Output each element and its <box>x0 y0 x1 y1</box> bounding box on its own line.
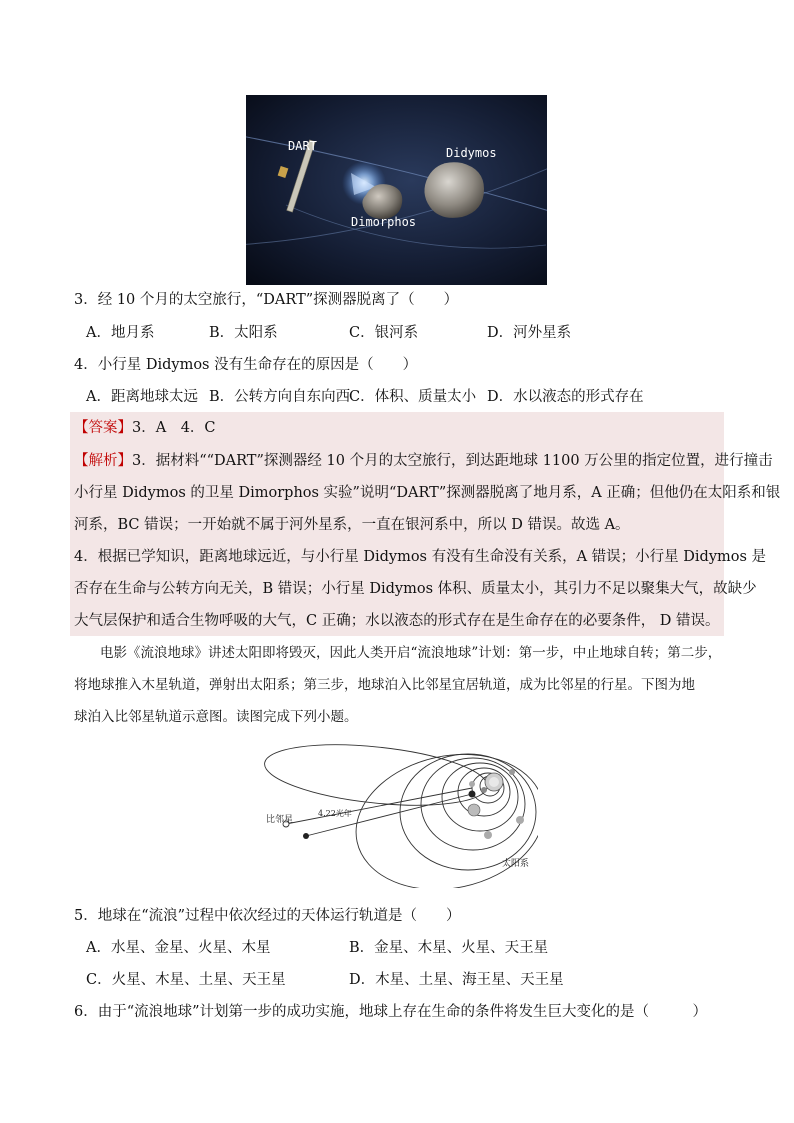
orbit-diagram <box>258 742 538 888</box>
q4-option-d: D．水以液态的形式存在 <box>487 389 644 405</box>
analysis-line-5: 否存在生命与公转方向无关，B 错误；小行星 Didymos 体积、质量太小，其引力不足以聚集大气，故缺少 <box>74 581 757 597</box>
question-4-stem: 4．小行星 Didymos 没有生命存在的原因是（ ） <box>74 357 418 373</box>
answer-label: 【答案】 <box>74 420 132 436</box>
q4-option-b: B．公转方向自东向西 <box>209 389 351 405</box>
dart-label: DART <box>288 139 317 153</box>
analysis-line-6: 大气层保护和适合生物呼吸的大气，C 正确；水以液态的形式存在是生命存在的必要条件， D 错误。 <box>74 613 720 629</box>
story-line-2: 将地球推入木星轨道，弹射出太阳系；第三步，地球泊入比邻星宜居轨道，成为比邻星的行星。下图为地 <box>74 677 695 693</box>
answer-text: 3．A 4．C <box>132 420 216 436</box>
story-line-3: 球泊入比邻星轨道示意图。读图完成下列小题。 <box>74 709 358 725</box>
dart-mission-image <box>246 95 547 285</box>
answer-line <box>74 418 216 438</box>
distance-label: 4.22光年 <box>318 809 352 818</box>
question-5-stem: 5．地球在“流浪”过程中依次经过的天体运行轨道是（ ） <box>74 908 461 924</box>
analysis-line-3: 河系，BC 错误；一开始就不属于河外星系，一直在银河系中，所以 D 错误。故选 A。 <box>74 517 630 533</box>
q5-option-c: C．火星、木星、土星、天王星 <box>86 972 286 988</box>
analysis-label: 【解析】 <box>74 453 132 469</box>
q3-option-c: C．银河系 <box>349 325 419 341</box>
solar-system-label: 太阳系 <box>502 859 530 869</box>
dimorphos-label: Dimorphos <box>351 215 417 229</box>
q5-option-b: B．金星、木星、火星、天王星 <box>349 940 549 956</box>
q3-option-b: B．太阳系 <box>209 325 278 341</box>
q4-option-c: C．体积、质量太小 <box>349 389 477 405</box>
proxima-label: 比邻星 <box>266 815 294 825</box>
q3-option-a: A．地月系 <box>86 325 155 341</box>
didymos-asteroid-icon <box>424 162 484 218</box>
orbit-diagram-svg <box>258 742 538 888</box>
earth-icon <box>469 791 476 798</box>
dart-mission-illustration <box>246 95 547 285</box>
story-line-1: 电影《流浪地球》讲述太阳即将毁灭，因此人类开启“流浪地球”计划：第一步，中止地球自转；第二步， <box>100 645 722 661</box>
q5-option-a: A．水星、金星、火星、木星 <box>86 940 271 956</box>
analysis-line-1: 【解析】3．据材料““DART”探测器经 10 个月的太空旅行，到达距地球 1100 万公里的指定位置，进行撞击 <box>74 453 773 469</box>
q4-option-a: A．距离地球太远 <box>86 389 198 405</box>
question-6-stem: 6．由于“流浪地球”计划第一步的成功实施，地球上存在生命的条件将发生巨大变化的是（ ） <box>74 1004 708 1020</box>
q5-option-d: D．木星、土星、海王星、天王星 <box>349 972 564 988</box>
q3-option-d: D．河外星系 <box>487 325 572 341</box>
analysis-line-2: 小行星 Didymos 的卫星 Dimorphos 实验”说明“DART”探测器脱离了地月系，A 正确；但他仍在太阳系和银 <box>74 485 781 501</box>
question-3-stem: 3．经 10 个月的太空旅行，“DART”探测器脱离了（ ） <box>74 292 459 308</box>
analysis-line-4: 4．根据已学知识，距离地球远近，与小行星 Didymos 有没有生命没有关系，A 错误；小行星 Didymos 是 <box>74 549 767 565</box>
didymos-label: Didymos <box>446 146 497 160</box>
